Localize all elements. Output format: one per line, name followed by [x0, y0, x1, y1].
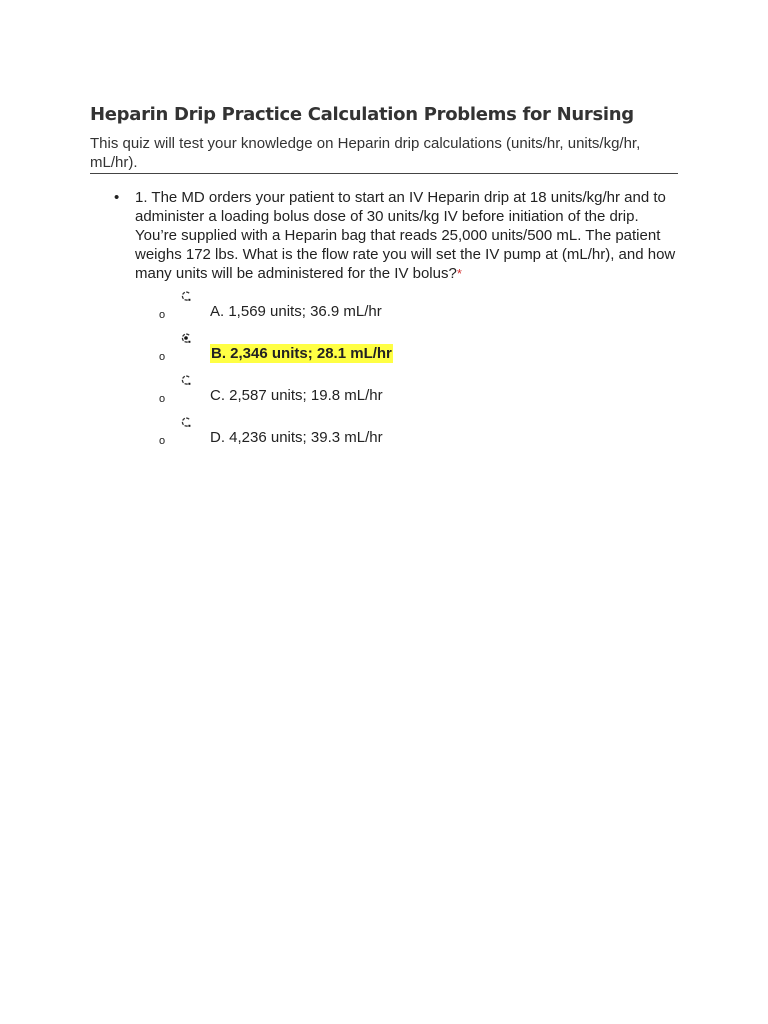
radio-unselected-icon[interactable]	[180, 290, 192, 302]
question-item	[90, 188, 678, 455]
quiz-description: This quiz will test your knowledge on Heparin drip calculations (units/hr, units/kg/hr, mL/hr).	[90, 134, 678, 174]
answer-option-b[interactable]	[135, 329, 678, 371]
option-bullet: o	[159, 435, 166, 447]
answer-option-c[interactable]	[135, 371, 678, 413]
radio-unselected-icon[interactable]	[180, 374, 192, 386]
answer-options	[135, 287, 678, 455]
question-text	[135, 188, 678, 283]
option-label: D. 4,236 units; 39.3 mL/hr	[210, 429, 383, 446]
option-label-selected: B. 2,346 units; 28.1 mL/hr	[211, 345, 392, 362]
question-prompt: 1. The MD orders your patient to start an IV Heparin drip at 18 units/kg/hr and to administer a loading bolus dose of 30 units/kg IV before initiation of the drip. You’re supplied with a Heparin bag that reads 25,000 units/500 mL. The patient weighs 172 lbs. What is the flow rate you will set the IV pump at (mL/hr), and how many units will be administered for the IV bolus?	[135, 189, 676, 282]
quiz-title: Heparin Drip Practice Calculation Problems for Nursing	[90, 104, 634, 125]
option-bullet: o	[159, 393, 166, 405]
answer-option-a[interactable]	[135, 287, 678, 329]
question-list	[90, 188, 678, 455]
answer-option-d[interactable]	[135, 413, 678, 455]
quiz-container	[90, 102, 678, 455]
option-bullet: o	[159, 309, 166, 321]
required-asterisk: *	[456, 266, 462, 281]
option-label: C. 2,587 units; 19.8 mL/hr	[210, 387, 383, 404]
question-bullet: •	[114, 189, 120, 206]
radio-selected-icon[interactable]	[180, 332, 192, 344]
option-bullet: o	[159, 351, 166, 363]
option-label: A. 1,569 units; 36.9 mL/hr	[210, 303, 382, 320]
radio-unselected-icon[interactable]	[180, 416, 192, 428]
